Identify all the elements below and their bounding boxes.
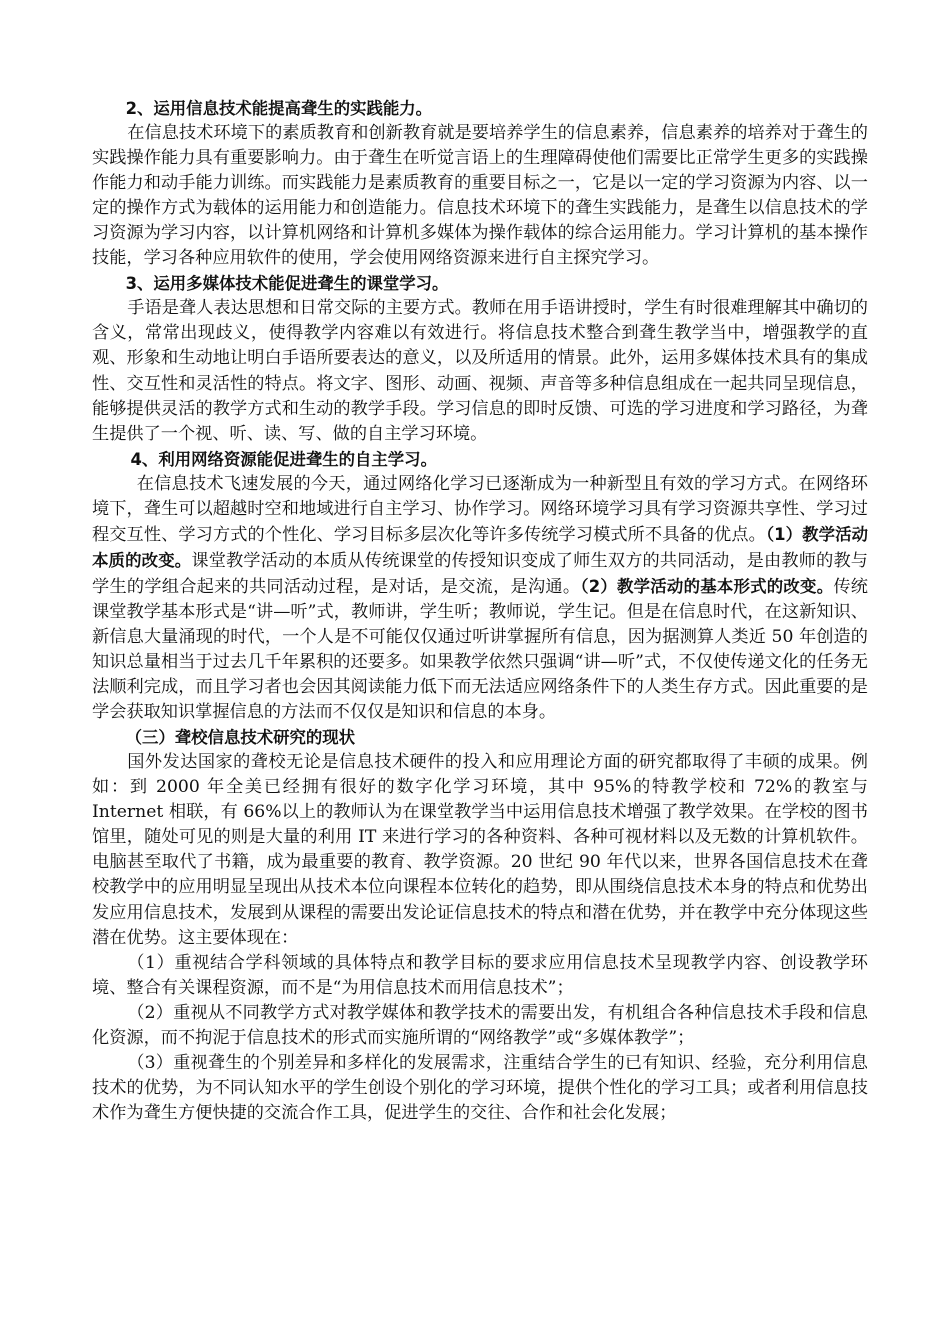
section-2-paragraph: 在信息技术环境下的素质教育和创新教育就是要培养学生的信息素养，信息素养的培养对于聋生的实践操作能力具有重要影响力。由于聋生在听觉言语上的生理障碍使他们需要比正常学生更多的实践操作能力和动手能力训练。而实践能力是素质教育的重要目标之一，它是以一定的学习资源为内容、以一定的操作方式为载体的运用能力和创造能力。信息技术环境下的聋生实践能力，是聋生以信息技术的学习资源为学习内容，以计算机网络和计算机多媒体为操作载体的综合运用能力。学习计算机的基本操作技能，学习各种应用软件的使用，学会使用网络资源来进行自主探究学习。 <box>92 123 868 269</box>
section-4-text-b: 课堂教学活动的本质从传统课堂的传授知识变成了师生双方的共同活动，是由教师的教与学生的学组合起来的共同活动过程，是对话，是交流，是沟通。 <box>92 550 868 597</box>
section-three-paragraph: 国外发达国家的聋校无论是信息技术硬件的投入和应用理论方面的研究都取得了丰硕的成果。例如：到 2000 年全美已经拥有很好的数字化学习环境，其中 95%的特教学校和 72%的教室与 Internet 相联，有 66%以上的教师认为在课堂教学当中运用信息技术增强了教学效果。在学校的图书馆里，随处可见的则是大量的利用 IT 来进行学习的各种资料、各种可视材料以及无数的计算机软件。电脑甚至取代了书籍，成为最重要的教育、教学资源。20 世纪 90 年代以来，世界各国信息技术在聋校教学中的应用明显呈现出从技术本位向课程本位转化的趋势，即从围绕信息技术本身的特点和优势出发应用信息技术，发展到从课程的需要出发论证信息技术的特点和潜在优势，并在教学中充分体现这些潜在优势。这主要体现在： <box>92 752 868 948</box>
list-item: （2）重视从不同教学方式对教学媒体和教学技术的需要出发，有机组合各种信息技术手段和信息化资源，而不拘泥于信息技术的形式而实施所谓的“网络教学”或“多媒体教学”； <box>92 1002 868 1048</box>
document-page <box>92 96 868 1126</box>
section-4-heading: 4、利用网络资源能促进聋生的自主学习。 <box>130 449 437 469</box>
section-three-heading: （三）聋校信息技术研究的现状 <box>125 728 356 748</box>
list-item: （1）重视结合学科领域的具体特点和教学目标的要求应用信息技术呈现教学内容、创设教学环境、整合有关课程资源，而不是“为用信息技术而用信息技术”； <box>92 952 868 998</box>
section-3-paragraph: 手语是聋人表达思想和日常交际的主要方式。教师在用手语讲授时，学生有时很难理解其中确切的含义，常常出现歧义，使得教学内容难以有效进行。将信息技术整合到聋生教学当中，增强教学的直观、形象和生动地让明白手语所要表达的意义，以及所适用的情景。此外，运用多媒体技术具有的集成性、交互性和灵活性的特点。将文字、图形、动画、视频、声音等多种信息组成在一起共同呈现信息，能够提供灵活的教学方式和生动的教学手段。学习信息的即时反馈、可选的学习进度和学习路径，为聋生提供了一个视、听、读、写、做的自主学习环境。 <box>92 298 868 444</box>
section-4-paragraph <box>92 472 868 725</box>
bold-point-1: （1）教学活动本质的改变。 <box>92 524 868 570</box>
section-4-text-a: 在信息技术飞速发展的今天，通过网络化学习已逐渐成为一种新型且有效的学习方式。在网络环境下，聋生可以超越时空和地域进行自主学习、协作学习。网络环境学习具有学习资源共享性、学习过程交互性、学习方式的个性化、学习目标多层次化等许多传统学习模式所不具备的优点。 <box>92 473 868 545</box>
section-3-heading: 3、运用多媒体技术能促进聋生的课堂学习。 <box>125 274 449 294</box>
section-4-text-c: 传统课堂教学基本形式是“讲—听”式，教师讲，学生听；教师说，学生记。但是在信息时代，在这新知识、新信息大量涌现的时代，一个人是不可能仅仅通过听讲掌握所有信息，因为据测算人类近 50 年创造的知识总量相当于过去几千年累积的还要多。如果教学依然只强调“讲—听”式，不仅使传递文化的任务无法顺利完成，而且学习者也会因其阅读能力低下而无法适应网络条件下的人类生存方式。因此重要的是学会获取知识掌握信息的方法而不仅仅是知识和信息的本身。 <box>92 576 868 723</box>
bold-point-2: （2）教学活动的基本形式的改变。 <box>580 576 834 596</box>
list-item: （3）重视聋生的个别差异和多样化的发展需求，注重结合学生的已有知识、经验，充分利用信息技术的优势，为不同认知水平的学生创设个别化的学习环境，提供个性化的学习工具；或者利用信息技术作为聋生方便快捷的交流合作工具，促进学生的交往、合作和社会化发展； <box>92 1052 868 1123</box>
section-2-heading: 2、运用信息技术能提高聋生的实践能力。 <box>125 99 433 118</box>
